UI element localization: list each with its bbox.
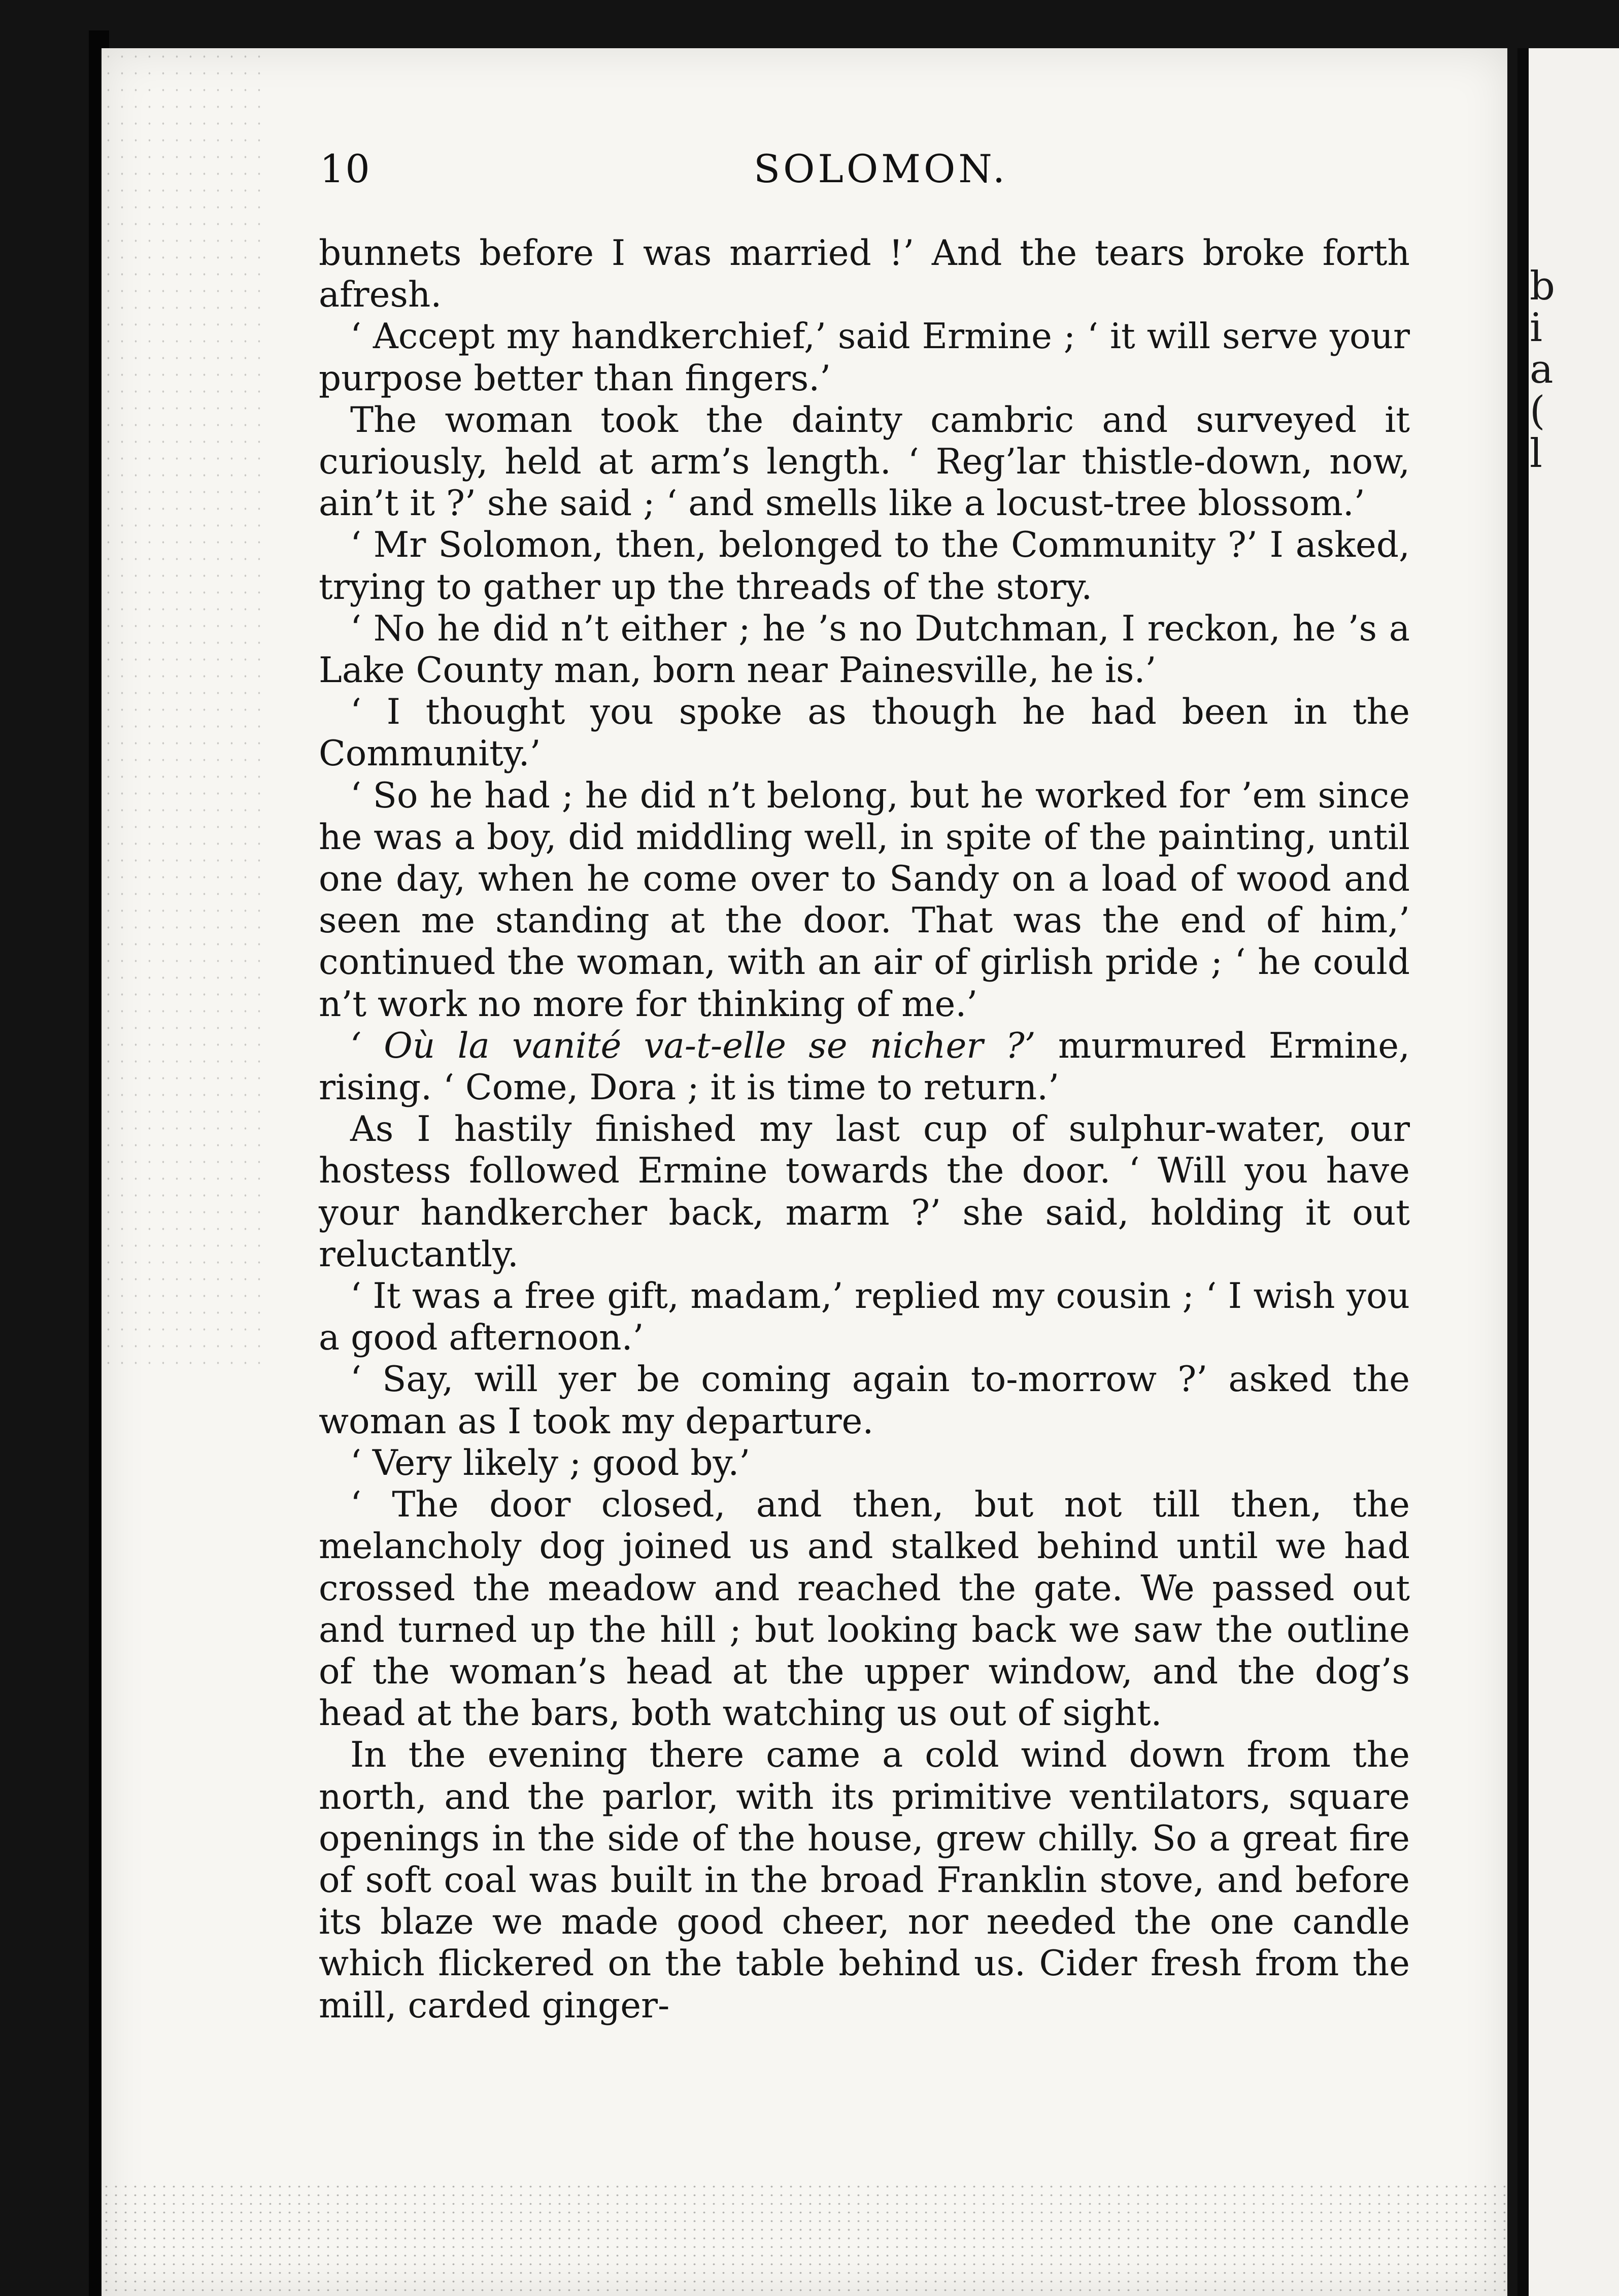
paragraph — [319, 1108, 1410, 1275]
scan-noise-bottom — [102, 2182, 1507, 2296]
running-title: SOLOMON. — [754, 146, 1008, 191]
paragraph — [319, 1442, 1410, 1484]
facing-page-letter: a — [1530, 347, 1554, 392]
body-text — [319, 232, 1410, 2027]
facing-page-letter: i — [1530, 305, 1542, 351]
paragraph — [319, 1025, 1410, 1108]
paragraph — [319, 316, 1410, 399]
paragraph — [319, 1275, 1410, 1359]
scan-noise-left — [102, 48, 264, 1368]
facing-page-letter: l — [1530, 431, 1542, 477]
paragraph-text: murmured Ermine, rising. ‘ Come, Dora ; it is time to return.’ — [319, 1025, 1410, 1108]
paragraph-text: The woman took the dainty cambric and surveyed it curiously, held at arm’s length. ‘ Reg’lar thistle-down, now, ain’t it ?’ she said ; ‘ and smells like a locust-tree blossom.’ — [319, 399, 1410, 524]
paragraph-text: ‘ Say, will yer be coming again to-morrow ?’ asked the woman as I took my departure. — [319, 1359, 1410, 1442]
facing-page-letter: ( — [1530, 388, 1545, 434]
paragraph — [319, 775, 1410, 1025]
paragraph — [319, 691, 1410, 774]
paragraph — [319, 232, 1410, 316]
paragraph-text: ‘ Mr Solomon, then, belonged to the Community ?’ I asked, trying to gather up the threads of the story. — [319, 525, 1410, 607]
page-header — [320, 146, 1421, 207]
paragraph-text: ‘ So he had ; he did n’t belong, but he worked for ’em since he was a boy, did middling well, in spite of the painting, until one day, when he come over to Sandy on a load of wood and seen me standing at the door. That was the end of him,’ continued the woman, with an air of girlish pride ; ‘ he could n’t work no more for thinking of me.’ — [319, 775, 1410, 1025]
italic-quote: ‘ Où la vanité va-t-elle se nicher ?’ — [350, 1025, 1036, 1066]
paragraph-text: ‘ The door closed, and then, but not till then, the melancholy dog joined us and stalked behind until we had crossed the meadow and reached the gate. We passed out and turned up the hill ; but looking back we saw the outline of the woman’s head at the upper window, and the dog’s head at the bars, both watching us out of sight. — [319, 1484, 1410, 1734]
paragraph — [319, 1359, 1410, 1442]
paragraph-text: ‘ No he did n’t either ; he ’s no Dutchman, I reckon, he ’s a Lake County man, born near Painesville, he is.’ — [319, 608, 1410, 691]
paragraph — [319, 524, 1410, 607]
paragraph-text: As I hastily finished my last cup of sulphur-water, our hostess followed Ermine towards the door. ‘ Will you have your handkercher back, marm ?’ she said, holding it out reluctantly. — [319, 1109, 1410, 1275]
paragraph — [319, 1734, 1410, 2026]
paragraph — [319, 608, 1410, 691]
facing-page-edge — [1517, 48, 1619, 2296]
paragraph — [319, 399, 1410, 525]
paragraph-text: In the evening there came a cold wind down from the north, and the parlor, with its primitive ventilators, square openings in the side of the house, grew chilly. So a great fire of soft coal was built in the broad Franklin stove, and before its blaze we made good cheer, nor needed the one candle which flickered on the table behind us. Cider fresh from the mill, carded ginger- — [319, 1735, 1410, 2026]
paragraph-text: ‘ Very likely ; good by.’ — [350, 1442, 751, 1483]
paragraph — [319, 1484, 1410, 1734]
paragraph-text: ‘ I thought you spoke as though he had been in the Community.’ — [319, 692, 1410, 774]
paragraph-text: bunnets before I was married !’ And the tears broke forth afresh. — [319, 233, 1410, 316]
paragraph-text: ‘ It was a free gift, madam,’ replied my cousin ; ‘ I wish you a good afternoon.’ — [319, 1276, 1410, 1359]
paragraph-text: ‘ Accept my handkerchief,’ said Ermine ; ‘ it will serve your purpose better than fingers.’ — [319, 316, 1410, 399]
facing-page-letter: b — [1530, 263, 1555, 309]
page-number: 10 — [320, 146, 371, 191]
